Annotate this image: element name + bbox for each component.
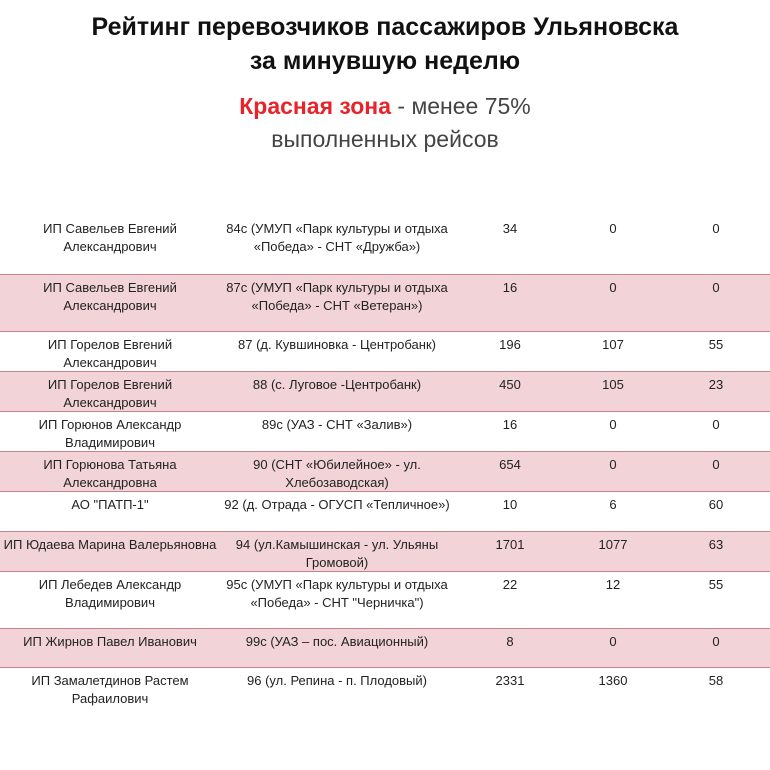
value-cell-2: 1077 [598,537,628,552]
page-title [0,10,770,78]
route-cell: 84с (УМУП «Парк культуры и отдыха «Победа» - СНТ «Дружба») [226,221,448,254]
table-row [0,275,770,332]
value-cell-1: 1701 [495,537,525,552]
value-cell-2: 107 [602,337,624,352]
route-cell: 87с (УМУП «Парк культуры и отдыха «Победа» - СНТ «Ветеран») [226,280,448,313]
route-cell: 88 (с. Луговое -Центробанк) [252,377,422,392]
carrier-cell: ИП Горюнов Александр Владимирович [38,417,182,450]
value-cell-1: 196 [499,337,521,352]
table-row [0,452,770,492]
route-cell: 94 (ул.Камышинская - ул. Ульяны Громовой) [235,537,439,570]
carrier-cell: АО "ПАТП-1" [71,497,149,512]
carrier-cell: ИП Горюнова Татьяна Александровна [43,457,177,490]
value-cell-2: 0 [609,280,617,295]
route-cell: 89с (УАЗ - СНТ «Залив») [261,417,413,432]
value-cell-1: 22 [502,577,518,592]
table-row [0,532,770,572]
value-cell-3: 0 [712,417,720,432]
subtitle-line-2: выполненных рейсов [271,126,499,152]
table-row [0,372,770,412]
value-cell-3: 0 [712,634,720,649]
subtitle-line-1 [0,90,770,123]
value-cell-3: 0 [712,221,720,236]
route-cell: 87 (д. Кувшиновка - Центробанк) [238,337,436,352]
table-row [0,332,770,372]
route-cell: 95с (УМУП «Парк культуры и отдыха «Победа» - СНТ "Черничка") [226,577,448,610]
value-cell-2: 0 [609,634,617,649]
title-line-2: за минувшую неделю [249,47,521,75]
value-cell-3: 0 [712,457,720,472]
route-cell: 90 (СНТ «Юбилейное» - ул. Хлебозаводская) [253,457,421,490]
table-row [0,572,770,629]
value-cell-3: 63 [708,537,724,552]
subtitle-threshold: - менее 75% [391,93,531,119]
carrier-table [0,216,770,712]
value-cell-3: 58 [708,673,724,688]
table-row [0,668,770,712]
value-cell-2: 6 [609,497,617,512]
value-cell-1: 2331 [495,673,525,688]
value-cell-1: 34 [502,221,518,236]
table-row [0,216,770,275]
table-row [0,492,770,532]
value-cell-2: 1360 [598,673,628,688]
carrier-cell: ИП Савельев Евгений Александрович [43,221,177,254]
carrier-cell: ИП Савельев Евгений Александрович [43,280,177,313]
value-cell-3: 23 [708,377,724,392]
value-cell-3: 55 [708,577,724,592]
value-cell-1: 16 [502,280,518,295]
carrier-cell: ИП Горелов Евгений Александрович [47,377,173,410]
value-cell-3: 55 [708,337,724,352]
carrier-cell: ИП Жирнов Павел Иванович [23,634,197,649]
red-zone-label: Красная зона [239,93,391,119]
value-cell-2: 12 [605,577,621,592]
carrier-cell: ИП Замалетдинов Растем Рафаилович [31,673,189,706]
value-cell-2: 105 [602,377,624,392]
table-row [0,412,770,452]
table-row [0,629,770,668]
route-cell: 99с (УАЗ – пос. Авиационный) [245,634,429,649]
value-cell-1: 8 [506,634,514,649]
value-cell-2: 0 [609,221,617,236]
carrier-cell: ИП Юдаева Марина Валерьяновна [3,537,217,552]
value-cell-2: 0 [609,417,617,432]
value-cell-2: 0 [609,457,617,472]
value-cell-3: 60 [708,497,724,512]
value-cell-1: 16 [502,417,518,432]
value-cell-1: 654 [499,457,521,472]
carrier-cell: ИП Лебедев Александр Владимирович [38,577,182,610]
route-cell: 92 (д. Отрада - ОГУСП «Тепличное») [224,497,450,512]
page-subtitle [0,90,770,156]
carrier-cell: ИП Горелов Евгений Александрович [47,337,173,370]
value-cell-3: 0 [712,280,720,295]
route-cell: 96 (ул. Репина - п. Плодовый) [247,673,427,688]
value-cell-1: 10 [502,497,518,512]
value-cell-1: 450 [499,377,521,392]
title-line-1: Рейтинг перевозчиков пассажиров Ульяновска [91,13,679,41]
